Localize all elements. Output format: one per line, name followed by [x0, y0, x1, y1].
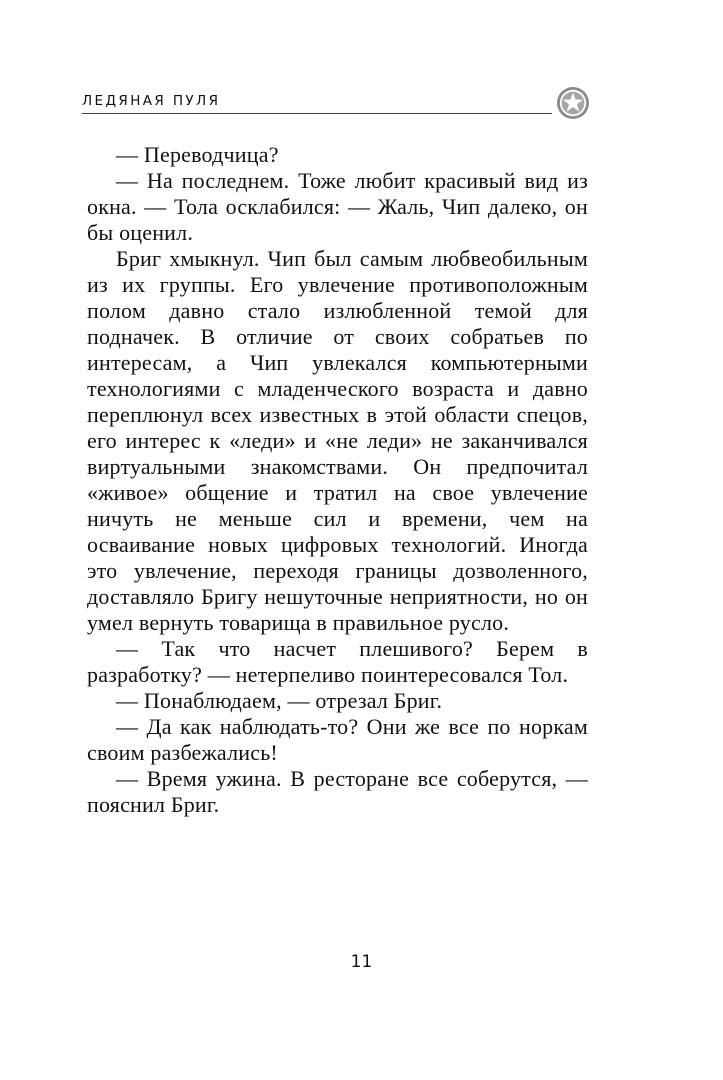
- page-number: 11: [350, 952, 373, 972]
- paragraph: — Переводчица?: [116, 142, 279, 167]
- running-title: ЛЕДЯНАЯ ПУЛЯ: [82, 93, 221, 109]
- paragraph: — Время ужина. В ресторане все соберутся, — пояснил Бриг.: [87, 766, 588, 817]
- paragraph: — Понаблюдаем, — отрезал Бриг.: [116, 688, 443, 713]
- paragraph: Бриг хмыкнул. Чип был самым любвеобильным из их группы. Его увлечение противоположным полом давно стало излюбленной темой для подначек. В отличие от своих собратьев по интересам, а Чип увлекался компьютерными технологиями с младенческого возраста и давно переплюнул всех известных в этой области спецов, его интерес к «леди» и «не леди» не заканчивался виртуальными знакомствами. Он предпочитал «живое» общение и тратил на свое увлечение ничуть не меньше сил и времени, чем на осваивание новых цифровых технологий. Иногда это увлечение, переходя границы дозволенного, доставляло Бригу нешуточные неприятности, но он умел вернуть товарища в правильное русло.: [87, 246, 588, 635]
- running-header: [82, 86, 590, 126]
- paragraph: — Так что насчет плешивого? Берем в разработку? — нетерпеливо поинтересовался Тол.: [87, 636, 588, 687]
- paragraph: — Да как наблюдать-то? Они же все по норкам своим разбежались!: [87, 714, 588, 765]
- paragraph: — На последнем. Тоже любит красивый вид из окна. — Тола осклабился: — Жаль, Чип далеко, он бы оценил.: [87, 168, 588, 245]
- body-text: [87, 142, 588, 818]
- header-rule: [82, 113, 552, 114]
- star-emblem-icon: [556, 86, 590, 120]
